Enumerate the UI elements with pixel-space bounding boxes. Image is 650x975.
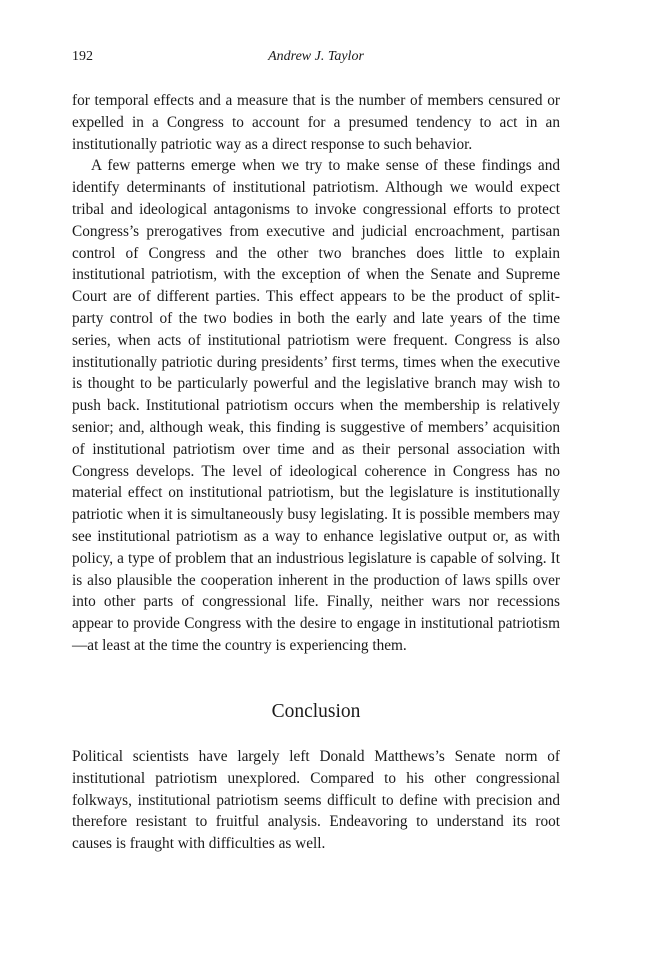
- running-head-author: Andrew J. Taylor: [268, 49, 364, 64]
- book-page: [72, 0, 560, 975]
- paragraph-conclusion: Political scientists have largely left Donald Matthews’s Senate norm of institutional patriotism unexplored. Compared to his other congressional folkways, institutional patriotism seems difficult to define with precision and therefore resistant to fruitful analysis. Endeavoring to understand its root causes is fraught with difficulties as well.: [72, 748, 560, 853]
- body-text: [72, 90, 560, 657]
- paragraph-findings: A few patterns emerge when we try to make sense of these findings and identify determinants of institutional patriotism. Although we would expect tribal and ideological antagonisms to invoke congressional efforts to protect Congress’s prerogatives from executive and judicial encroachment, partisan control of Congress and the other two branches does little to explain institutional patriotism, with the exception of when the Senate and Supreme Court are of different parties. This effect appears to be the product of split-party control of the two bodies in both the early and late years of the time series, when acts of institutional patriotism were frequent. Congress is also institutionally patriotic during presidents’ first terms, times when the executive is thought to be particularly powerful and the legislative branch may wish to push back. Institutional patriotism occurs when the membership is relatively senior; and, although weak, this finding is suggestive of members’ acquisition of institutional patriotism over time and as their personal association with Congress develops. The level of ideological coherence in Congress has no material effect on institutional patriotism, but the legislature is institutionally patriotic when it is simultaneously busy legislating. It is possible members may see institutional patriotism as a way to enhance legislative output or, as with policy, a type of problem that an industrious legislature is capable of solving. It is also plausible the cooperation inherent in the production of laws spills over into other parts of congressional life. Finally, neither wars nor recessions appear to provide Congress with the desire to engage in institutional patriotism—at least at the time the country is experiencing them.: [72, 157, 560, 654]
- paragraph-continued: for temporal effects and a measure that is the number of members censured or expelled in a Congress to account for a presumed tendency to act in an institutionally patriotic way as a direct response to such behavior.: [72, 92, 560, 153]
- conclusion-text: [72, 746, 560, 855]
- section-heading-conclusion: Conclusion: [271, 701, 361, 722]
- page-number: 192: [72, 49, 93, 64]
- running-head: [72, 47, 560, 67]
